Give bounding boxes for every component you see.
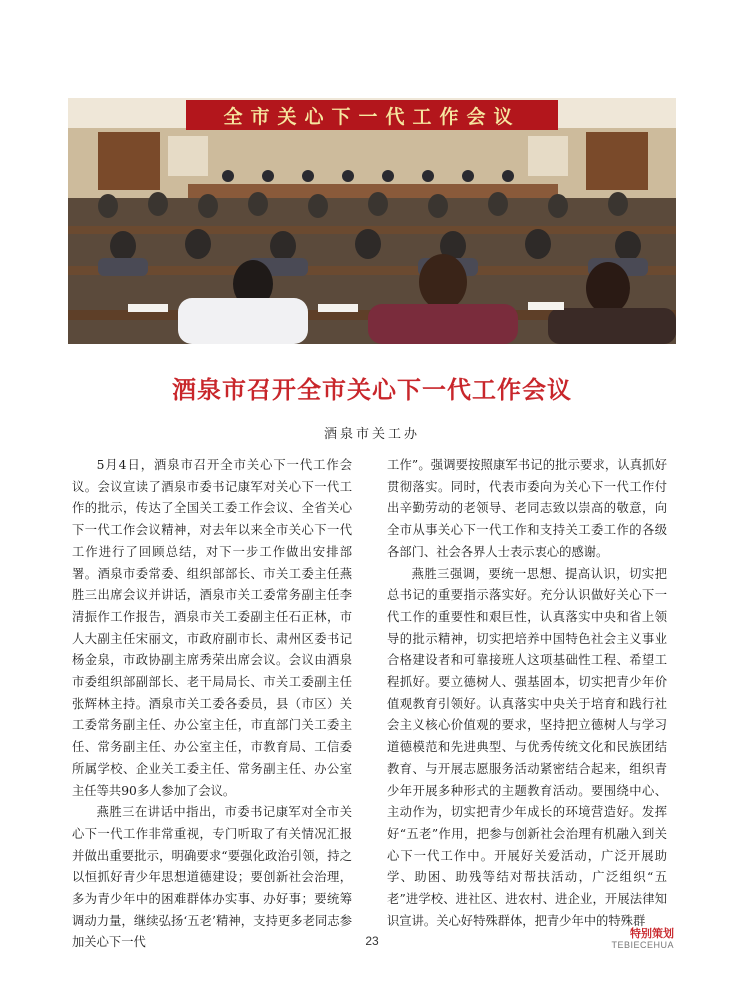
right-column xyxy=(387,455,667,932)
section-label-pinyin: TEBIECEHUA xyxy=(611,940,674,950)
section-label: 特别策划 xyxy=(630,927,674,940)
paragraph: 5月4日，酒泉市召开全市关心下一代工作会议。会议宣读了酒泉市委书记康军对关心下一代工作的批示，传达了全国关工委工作会议、全省关心下一代工作会议精神，对去年以来全市关心下一代工作进行了回顾总结，对下一步工作做出安排部署。酒泉市委常委、组织部部长、市关工委主任燕胜三出席会议并讲话，酒泉市关工委常务副主任李清振作工作报告，酒泉市关工委副主任石正林，市人大副主任宋丽文，市政府副市长、肃州区委书记杨金泉，市政协副主席秀荣出席会议。会议由酒泉市委组织部副部长、老干局局长、市关工委副主任张辉林主持。酒泉市关工委各委员，县（市区）关工委常务副主任、办公室主任，市直部门关工委主任、常务副主任、办公室主任，市教育局、工信委所属学校、企业关工委主任、常务副主任、办公室主任等共90多人参加了会议。 xyxy=(72,458,352,798)
paragraph: 燕胜三在讲话中指出，市委书记康军对全市关心下一代工作非常重视，专门听取了有关情况汇报并做出重要批示，明确要求“要强化政治引领，持之以恒抓好青少年思想道德建设；要创新社会治理，多为青少年中的困难群体办实事、办好事；要统筹调动力量，继续弘扬‘五老’精神，支持更多老同志参加关心下一代 xyxy=(72,805,352,950)
article-title: 酒泉市召开全市关心下一代工作会议 xyxy=(172,376,572,404)
page-number: 23 xyxy=(365,934,379,948)
left-column xyxy=(72,455,352,954)
paragraph: 燕胜三强调，要统一思想、提高认识，切实把总书记的重要指示落实好。充分认识做好关心下一代工作的重要性和艰巨性，认真落实中央和省上领导的批示精神，切实把培养中国特色社会主义事业合格建设者和可靠接班人这项基础性工程、希望工程抓好。要立德树人、强基固本，切实把青少年价值观教育引领好。认真落实中央关于培育和践行社会主义核心价值观的要求，坚持把立德树人与学习道德模范和先进典型、与优秀传统文化和民族团结教育、与开展志愿服务活动紧密结合起来，组织青少年开展多种形式的主题教育活动。要围绕中心、主动作为，切实把青少年成长的环境营造好。发挥好“五老”作用，把参与创新社会治理有机融入到关心下一代工作中。开展好关爱活动，广泛开展助学、助困、助残等结对帮扶活动，广泛组织“五老”进学校、进社区、进农村、进企业，开展法律知识宣讲。关心好特殊群体，把青少年中的特殊群 xyxy=(387,566,667,928)
meeting-photo xyxy=(68,98,676,344)
photo-banner-text: 全市关心下一代工作会议 xyxy=(223,106,521,128)
article-byline: 酒泉市关工办 xyxy=(323,427,420,442)
paragraph-continued: 工作”。强调要按照康军书记的批示要求，认真抓好贯彻落实。同时，代表市委向为关心下一代工作付出辛勤劳动的老领导、老同志致以崇高的敬意，向全市从事关心下一代工作和支持关工委工作的各级各部门、社会各界人士表示衷心的感谢。 xyxy=(387,458,667,559)
